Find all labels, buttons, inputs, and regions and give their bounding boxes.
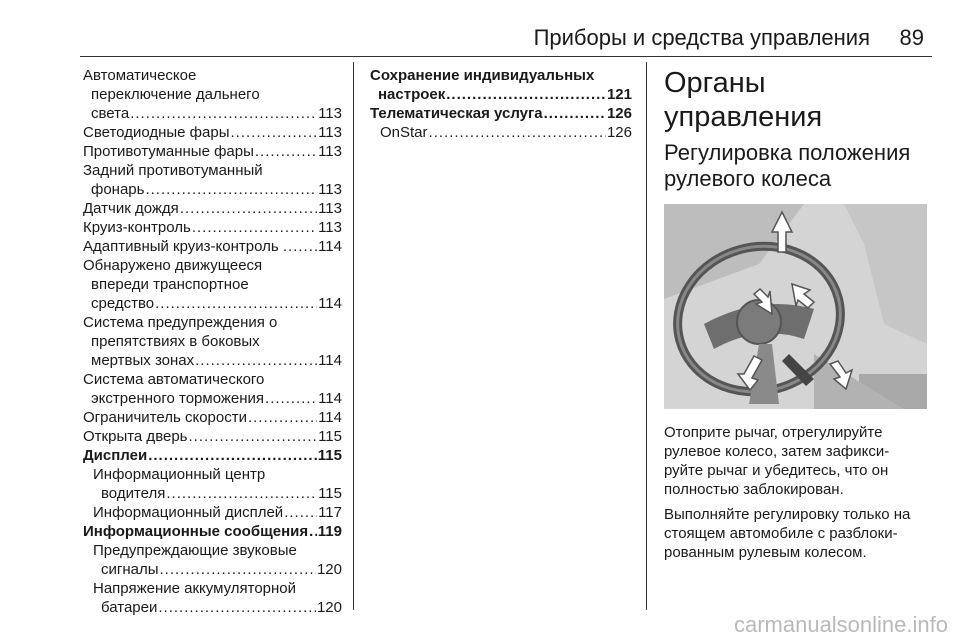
- toc-entry-label: мертвых зонах: [91, 352, 195, 369]
- toc-entry-row: [83, 351, 342, 370]
- column-divider-2: [646, 62, 647, 610]
- header-rule: [80, 56, 932, 57]
- toc-entry-label: настроек: [378, 86, 446, 103]
- toc-entry-row: [370, 104, 632, 123]
- toc-leader-dots: [155, 294, 317, 313]
- toc-entry-row: [83, 408, 342, 427]
- toc-entry[interactable]: [83, 446, 342, 465]
- toc-page-number: 120: [316, 599, 342, 616]
- toc-entry-row: [83, 142, 342, 161]
- subheading-line: рулевого колеса: [664, 166, 832, 191]
- subheading-line: Регулировка положения: [664, 140, 911, 165]
- page-number: 89: [899, 25, 924, 50]
- toc-entry-line: Система предупреждения о: [83, 314, 278, 331]
- toc-leader-dots: [265, 389, 317, 408]
- toc-entry-row: [93, 560, 342, 579]
- toc-page-number: 114: [318, 352, 342, 369]
- toc-entry-label: водителя: [101, 485, 166, 502]
- toc-leader-dots: [248, 408, 317, 427]
- toc-leader-dots: [158, 598, 316, 617]
- toc-entry-line: Информационный центр: [93, 466, 266, 483]
- toc-entry-row: [83, 446, 342, 465]
- page-header: [80, 24, 932, 52]
- toc-entry-label: средство: [91, 295, 155, 312]
- toc-page-number: 113: [318, 143, 342, 160]
- toc-entry-label: Адаптивный круиз-контроль .: [83, 238, 288, 255]
- toc-entry-row: [83, 199, 342, 218]
- toc-leader-dots: [195, 351, 317, 370]
- toc-column-1: [83, 66, 342, 617]
- toc-page-number: 113: [318, 124, 342, 141]
- toc-entry[interactable]: [83, 218, 342, 237]
- toc-leader-dots: [148, 446, 317, 465]
- toc-entry[interactable]: [83, 370, 342, 408]
- section-heading: Органы управления: [664, 67, 823, 133]
- toc-column-2: [370, 66, 632, 142]
- toc-entry-row: [83, 180, 342, 199]
- toc-entry-label: Ограничитель скорости: [83, 409, 247, 426]
- toc-entry-row: [83, 294, 342, 313]
- toc-entry-line: Обнаружено движущееся: [83, 257, 263, 274]
- toc-entry[interactable]: [83, 503, 342, 522]
- toc-entry[interactable]: [83, 465, 342, 503]
- toc-entry-line: Напряжение аккумуляторной: [93, 580, 297, 597]
- toc-entry[interactable]: [83, 408, 342, 427]
- toc-entry-line: Задний противотуманный: [83, 162, 263, 179]
- toc-entry[interactable]: [370, 66, 632, 104]
- toc-entry-label: сигналы: [101, 561, 159, 578]
- steering-adjustment-drawing: [664, 204, 927, 409]
- toc-entry-label: Телематическая услуга: [370, 105, 543, 122]
- toc-entry[interactable]: [370, 123, 632, 142]
- toc-entry[interactable]: [83, 161, 342, 199]
- toc-entry[interactable]: [83, 199, 342, 218]
- toc-entry-label: экстренного торможения: [91, 390, 265, 407]
- toc-entry-label: света: [91, 105, 130, 122]
- toc-leader-dots: [180, 199, 317, 218]
- toc-entry-label: Противотуманные фары: [83, 143, 254, 160]
- toc-page-number: 115: [318, 485, 342, 502]
- toc-leader-dots: [544, 104, 606, 123]
- paragraph-line: рулевое колесо, затем зафикси-: [664, 443, 890, 460]
- toc-page-number: 113: [318, 219, 342, 236]
- toc-entry[interactable]: [83, 66, 342, 123]
- toc-entry-row: [93, 484, 342, 503]
- toc-entry-row: [370, 85, 632, 104]
- instruction-paragraph-1: [664, 423, 929, 499]
- toc-page-number: 113: [318, 181, 342, 198]
- toc-entry-line: Сохранение индивидуальных: [370, 67, 595, 84]
- toc-entry-line: препятствиях в боковых: [91, 333, 260, 350]
- toc-leader-dots: [130, 104, 317, 123]
- toc-entry-label: Открыта дверь: [83, 428, 188, 445]
- toc-entry-row: [83, 427, 342, 446]
- toc-entry[interactable]: [83, 579, 342, 617]
- toc-entry[interactable]: [83, 313, 342, 370]
- steering-wheel-illustration: [664, 204, 927, 409]
- paragraph-line: Отоприте рычаг, отрегулируйте: [664, 424, 883, 441]
- toc-entry-row: [380, 123, 632, 142]
- toc-leader-dots: [189, 427, 318, 446]
- toc-page-number: 114: [318, 409, 342, 426]
- toc-leader-dots: [446, 85, 606, 104]
- toc-entry-row: [83, 522, 342, 541]
- header-title: Приборы и средства управления: [533, 25, 870, 50]
- toc-entry-row: [83, 237, 342, 256]
- toc-entry-label: батареи: [101, 599, 158, 616]
- toc-entry[interactable]: [83, 522, 342, 541]
- toc-page-number: 114: [318, 390, 342, 407]
- toc-entry-label: фонарь: [91, 181, 145, 198]
- toc-page-number: 120: [316, 561, 342, 578]
- toc-entry-label: Круиз-контроль: [83, 219, 191, 236]
- toc-entry-row: [83, 123, 342, 142]
- toc-page-number: 126: [606, 124, 632, 141]
- toc-entry-line: впереди транспортное: [91, 276, 249, 293]
- toc-leader-dots: [255, 142, 317, 161]
- toc-leader-dots: [429, 123, 606, 142]
- toc-page-number: 119: [317, 523, 342, 540]
- toc-entry-label: Информационный дисплей: [93, 504, 284, 521]
- toc-entry-label: Дисплеи: [83, 447, 148, 464]
- toc-entry-line: переключение дальнего: [91, 86, 260, 103]
- paragraph-line: стоящем автомобиле с разблоки-: [664, 525, 898, 542]
- toc-page-number: 126: [606, 105, 632, 122]
- section-column: [664, 66, 929, 562]
- toc-page-number: 115: [318, 428, 342, 445]
- toc-leader-dots: [145, 180, 317, 199]
- toc-entry[interactable]: [83, 427, 342, 446]
- watermark: carmanualsonline.info: [733, 612, 948, 637]
- instruction-paragraph-2: [664, 505, 929, 562]
- toc-entry[interactable]: [83, 142, 342, 161]
- toc-entry-line: Система автоматического: [83, 371, 265, 388]
- toc-entry-label: Светодиодные фары: [83, 124, 230, 141]
- paragraph-line: рованным рулевым колесом.: [664, 544, 867, 561]
- toc-entry-row: [83, 104, 342, 123]
- column-divider-1: [353, 62, 354, 610]
- toc-leader-dots: [288, 237, 317, 256]
- toc-entry-label: Информационные сообщения: [83, 523, 309, 540]
- toc-leader-dots: [230, 123, 317, 142]
- toc-leader-dots: [284, 503, 317, 522]
- toc-entry-row: [93, 598, 342, 617]
- toc-entry[interactable]: [83, 237, 342, 256]
- paragraph-line: полностью заблокирован.: [664, 481, 844, 498]
- toc-entry-line: Автоматическое: [83, 67, 197, 84]
- paragraph-line: руйте рычаг и убедитесь, что он: [664, 462, 889, 479]
- toc-entry[interactable]: [83, 541, 342, 579]
- toc-page-number: 114: [318, 295, 342, 312]
- toc-entry-label: Датчик дождя: [83, 200, 179, 217]
- toc-entry-label: OnStar: [380, 124, 428, 141]
- toc-entry-row: [83, 218, 342, 237]
- toc-entry-row: [93, 503, 342, 522]
- toc-entry-row: [83, 389, 342, 408]
- paragraph-line: Выполняйте регулировку только на: [664, 506, 911, 523]
- toc-entry[interactable]: [83, 123, 342, 142]
- toc-page-number: 117: [318, 504, 342, 521]
- toc-page-number: 113: [318, 105, 342, 122]
- toc-entry[interactable]: [83, 256, 342, 313]
- toc-entry[interactable]: [370, 104, 632, 123]
- toc-page-number: 113: [318, 200, 342, 217]
- toc-leader-dots: [309, 522, 317, 541]
- section-subheading: [664, 140, 929, 192]
- toc-page-number: 115: [317, 447, 342, 464]
- toc-page-number: 114: [318, 238, 342, 255]
- toc-page-number: 121: [606, 86, 632, 103]
- toc-entry-line: Предупреждающие звуковые: [93, 542, 297, 559]
- toc-leader-dots: [192, 218, 317, 237]
- toc-leader-dots: [160, 560, 316, 579]
- toc-leader-dots: [166, 484, 317, 503]
